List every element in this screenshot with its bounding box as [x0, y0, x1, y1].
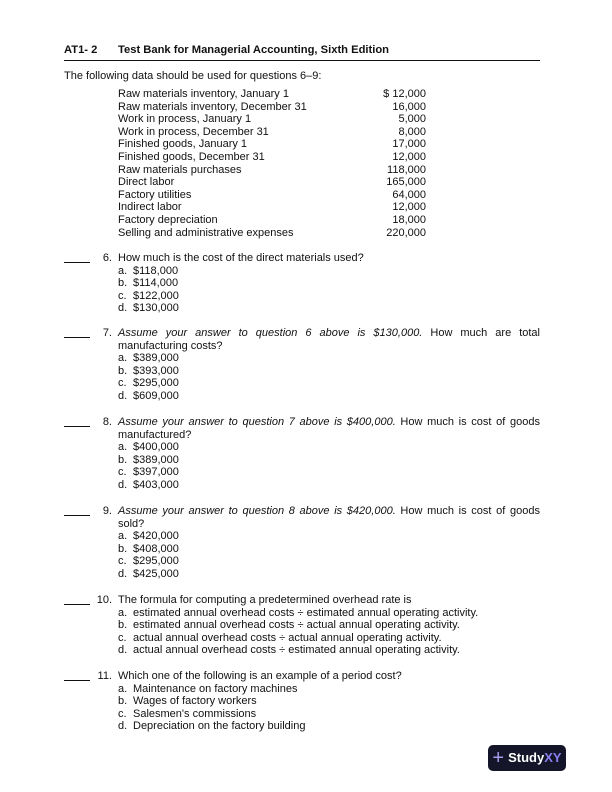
question-stem — [118, 416, 540, 441]
option-letter: a. — [118, 682, 128, 695]
option-text: $114,000 — [133, 277, 179, 290]
data-value: 165,000 — [386, 176, 426, 189]
option-letter: d. — [118, 720, 128, 733]
option-text: $118,000 — [133, 264, 179, 277]
answer-option — [118, 277, 540, 290]
data-value: $ 12,000 — [383, 88, 426, 100]
data-row — [118, 189, 426, 202]
option-text: $393,000 — [133, 364, 179, 377]
option-text: $397,000 — [133, 466, 179, 479]
data-row — [118, 138, 426, 151]
option-letter: d. — [118, 478, 128, 491]
page-code: AT1- 2 — [64, 44, 98, 56]
question — [64, 416, 540, 492]
data-row — [118, 151, 426, 164]
answer-option — [118, 377, 540, 390]
answer-option — [118, 454, 540, 467]
question-number: 9. — [102, 505, 112, 517]
option-letter: a. — [118, 352, 128, 365]
page-title: Test Bank for Managerial Accounting, Sixth Edition — [118, 44, 390, 56]
data-value: 220,000 — [386, 226, 426, 239]
answer-option — [118, 466, 540, 479]
option-text: $295,000 — [133, 555, 179, 568]
option-text: $425,000 — [133, 567, 179, 580]
data-value: 64,000 — [392, 188, 426, 201]
answer-option — [118, 479, 540, 492]
option-letter: c. — [118, 289, 127, 302]
data-row — [118, 126, 426, 139]
option-text: $408,000 — [133, 542, 179, 555]
answer-blank — [64, 426, 90, 427]
option-text: $295,000 — [133, 377, 179, 390]
option-text: $400,000 — [133, 441, 179, 454]
question-text: How much is the cost of the direct materials used? — [118, 252, 364, 264]
option-letter: d. — [118, 389, 128, 402]
option-letter: c. — [118, 555, 127, 568]
data-label: Work in process, January 1 — [118, 113, 252, 126]
question — [64, 327, 540, 403]
option-text: Salesmen's commissions — [133, 707, 257, 720]
data-value: 118,000 — [387, 163, 426, 176]
answer-blank — [64, 680, 90, 681]
data-label: Finished goods, December 31 — [118, 150, 265, 163]
data-label: Selling and administrative expenses — [118, 226, 294, 239]
option-text: actual annual overhead costs ÷ estimated annual operating activity. — [133, 644, 460, 657]
data-label: Raw materials inventory, January 1 — [118, 88, 289, 100]
data-value: 12,000 — [392, 201, 426, 214]
option-text: actual annual overhead costs ÷ actual annual operating activity. — [133, 631, 442, 644]
plus-icon: + — [492, 746, 505, 769]
question-stem — [118, 594, 540, 607]
answer-option — [118, 720, 540, 733]
answer-option — [118, 530, 540, 543]
question-text: How much is cost of goods manufactured? — [118, 416, 540, 441]
option-text: Maintenance on factory machines — [133, 682, 298, 695]
question-text: How much are total manufacturing costs? — [118, 327, 540, 352]
option-text: $609,000 — [133, 389, 179, 402]
option-letter: c. — [118, 466, 127, 479]
question-number: 11. — [97, 670, 112, 682]
data-label: Direct labor — [118, 176, 175, 189]
option-letter: b. — [118, 542, 128, 555]
answer-option — [118, 290, 540, 303]
page-header — [64, 44, 540, 61]
question-number: 6. — [102, 252, 112, 264]
answer-option — [118, 644, 540, 657]
data-value: 8,000 — [398, 125, 426, 138]
question-number: 8. — [102, 416, 112, 428]
answer-option — [118, 708, 540, 721]
option-text: $130,000 — [133, 302, 179, 315]
data-value: 18,000 — [392, 213, 426, 226]
option-letter: a. — [118, 441, 128, 454]
question-text: Which one of the following is an example of a period cost? — [118, 670, 402, 682]
option-text: estimated annual overhead costs ÷ actual annual operating activity. — [133, 619, 460, 632]
data-value: 5,000 — [398, 113, 426, 126]
option-letter: a. — [118, 606, 128, 619]
option-text: $403,000 — [133, 478, 179, 491]
data-row — [118, 227, 426, 240]
answer-option — [118, 265, 540, 278]
data-label: Factory depreciation — [118, 213, 218, 226]
option-letter: c. — [118, 631, 127, 644]
question-assumption: Assume your answer to question 8 above is $420,000. — [118, 505, 396, 517]
data-label: Finished goods, January 1 — [118, 138, 248, 151]
option-text: $389,000 — [133, 352, 179, 365]
question-stem — [118, 252, 540, 265]
question-text: The formula for computing a predetermined overhead rate is — [118, 594, 412, 606]
option-text: $122,000 — [133, 289, 179, 302]
data-label: Work in process, December 31 — [118, 125, 269, 138]
answer-option — [118, 302, 540, 315]
answer-blank — [64, 604, 90, 605]
answer-option — [118, 619, 540, 632]
question — [64, 252, 540, 315]
option-letter: c. — [118, 707, 127, 720]
data-row — [118, 214, 426, 227]
question-stem — [118, 670, 540, 683]
data-row — [118, 164, 426, 177]
option-text: Depreciation on the factory building — [133, 720, 306, 733]
logo-accent: XY — [544, 749, 562, 765]
data-row — [118, 113, 426, 126]
data-row — [118, 88, 426, 101]
option-letter: a. — [118, 530, 128, 543]
data-table — [118, 88, 426, 239]
answer-option — [118, 390, 540, 403]
question-stem — [118, 505, 540, 530]
question-number: 10. — [96, 594, 112, 606]
data-label: Raw materials inventory, December 31 — [118, 100, 307, 113]
data-value: 17,000 — [392, 138, 426, 151]
data-value: 12,000 — [392, 150, 426, 163]
data-label: Raw materials purchases — [118, 163, 242, 176]
intro-text: The following data should be used for questions 6–9: — [64, 70, 322, 82]
question-text: How much is cost of goods sold? — [118, 505, 540, 530]
logo-text: Study — [508, 749, 545, 765]
option-letter: b. — [118, 695, 128, 708]
question-assumption: Assume your answer to question 6 above is $130,000. — [118, 327, 423, 339]
option-text: Wages of factory workers — [133, 695, 257, 708]
option-letter: c. — [118, 377, 127, 390]
option-letter: a. — [118, 264, 128, 277]
answer-option — [118, 365, 540, 378]
question-assumption: Assume your answer to question 7 above is $400,000. — [118, 416, 396, 428]
answer-option — [118, 632, 540, 645]
option-letter: b. — [118, 619, 128, 632]
answer-option — [118, 555, 540, 568]
question-number: 7. — [102, 327, 112, 339]
answer-option — [118, 543, 540, 556]
answer-blank — [64, 515, 90, 516]
answer-option — [118, 441, 540, 454]
answer-option — [118, 607, 540, 620]
option-letter: d. — [118, 302, 128, 315]
option-text: $389,000 — [133, 453, 179, 466]
data-label: Indirect labor — [118, 201, 182, 214]
option-text: estimated annual overhead costs ÷ estimated annual operating activity. — [133, 606, 479, 619]
question-stem — [118, 327, 540, 352]
option-letter: d. — [118, 567, 128, 580]
option-letter: b. — [118, 453, 128, 466]
answer-option — [118, 568, 540, 581]
option-letter: b. — [118, 277, 128, 290]
answer-option — [118, 352, 540, 365]
answer-option — [118, 695, 540, 708]
data-label: Factory utilities — [118, 188, 192, 201]
option-letter: d. — [118, 644, 128, 657]
data-row — [118, 101, 426, 114]
option-letter: b. — [118, 364, 128, 377]
data-row — [118, 201, 426, 214]
answer-option — [118, 683, 540, 696]
question — [64, 670, 540, 733]
option-text: $420,000 — [133, 530, 179, 543]
data-row — [118, 176, 426, 189]
answer-blank — [64, 337, 90, 338]
question — [64, 505, 540, 581]
studyxy-logo — [488, 745, 566, 771]
answer-blank — [64, 262, 90, 263]
question — [64, 594, 540, 657]
data-value: 16,000 — [392, 100, 426, 113]
